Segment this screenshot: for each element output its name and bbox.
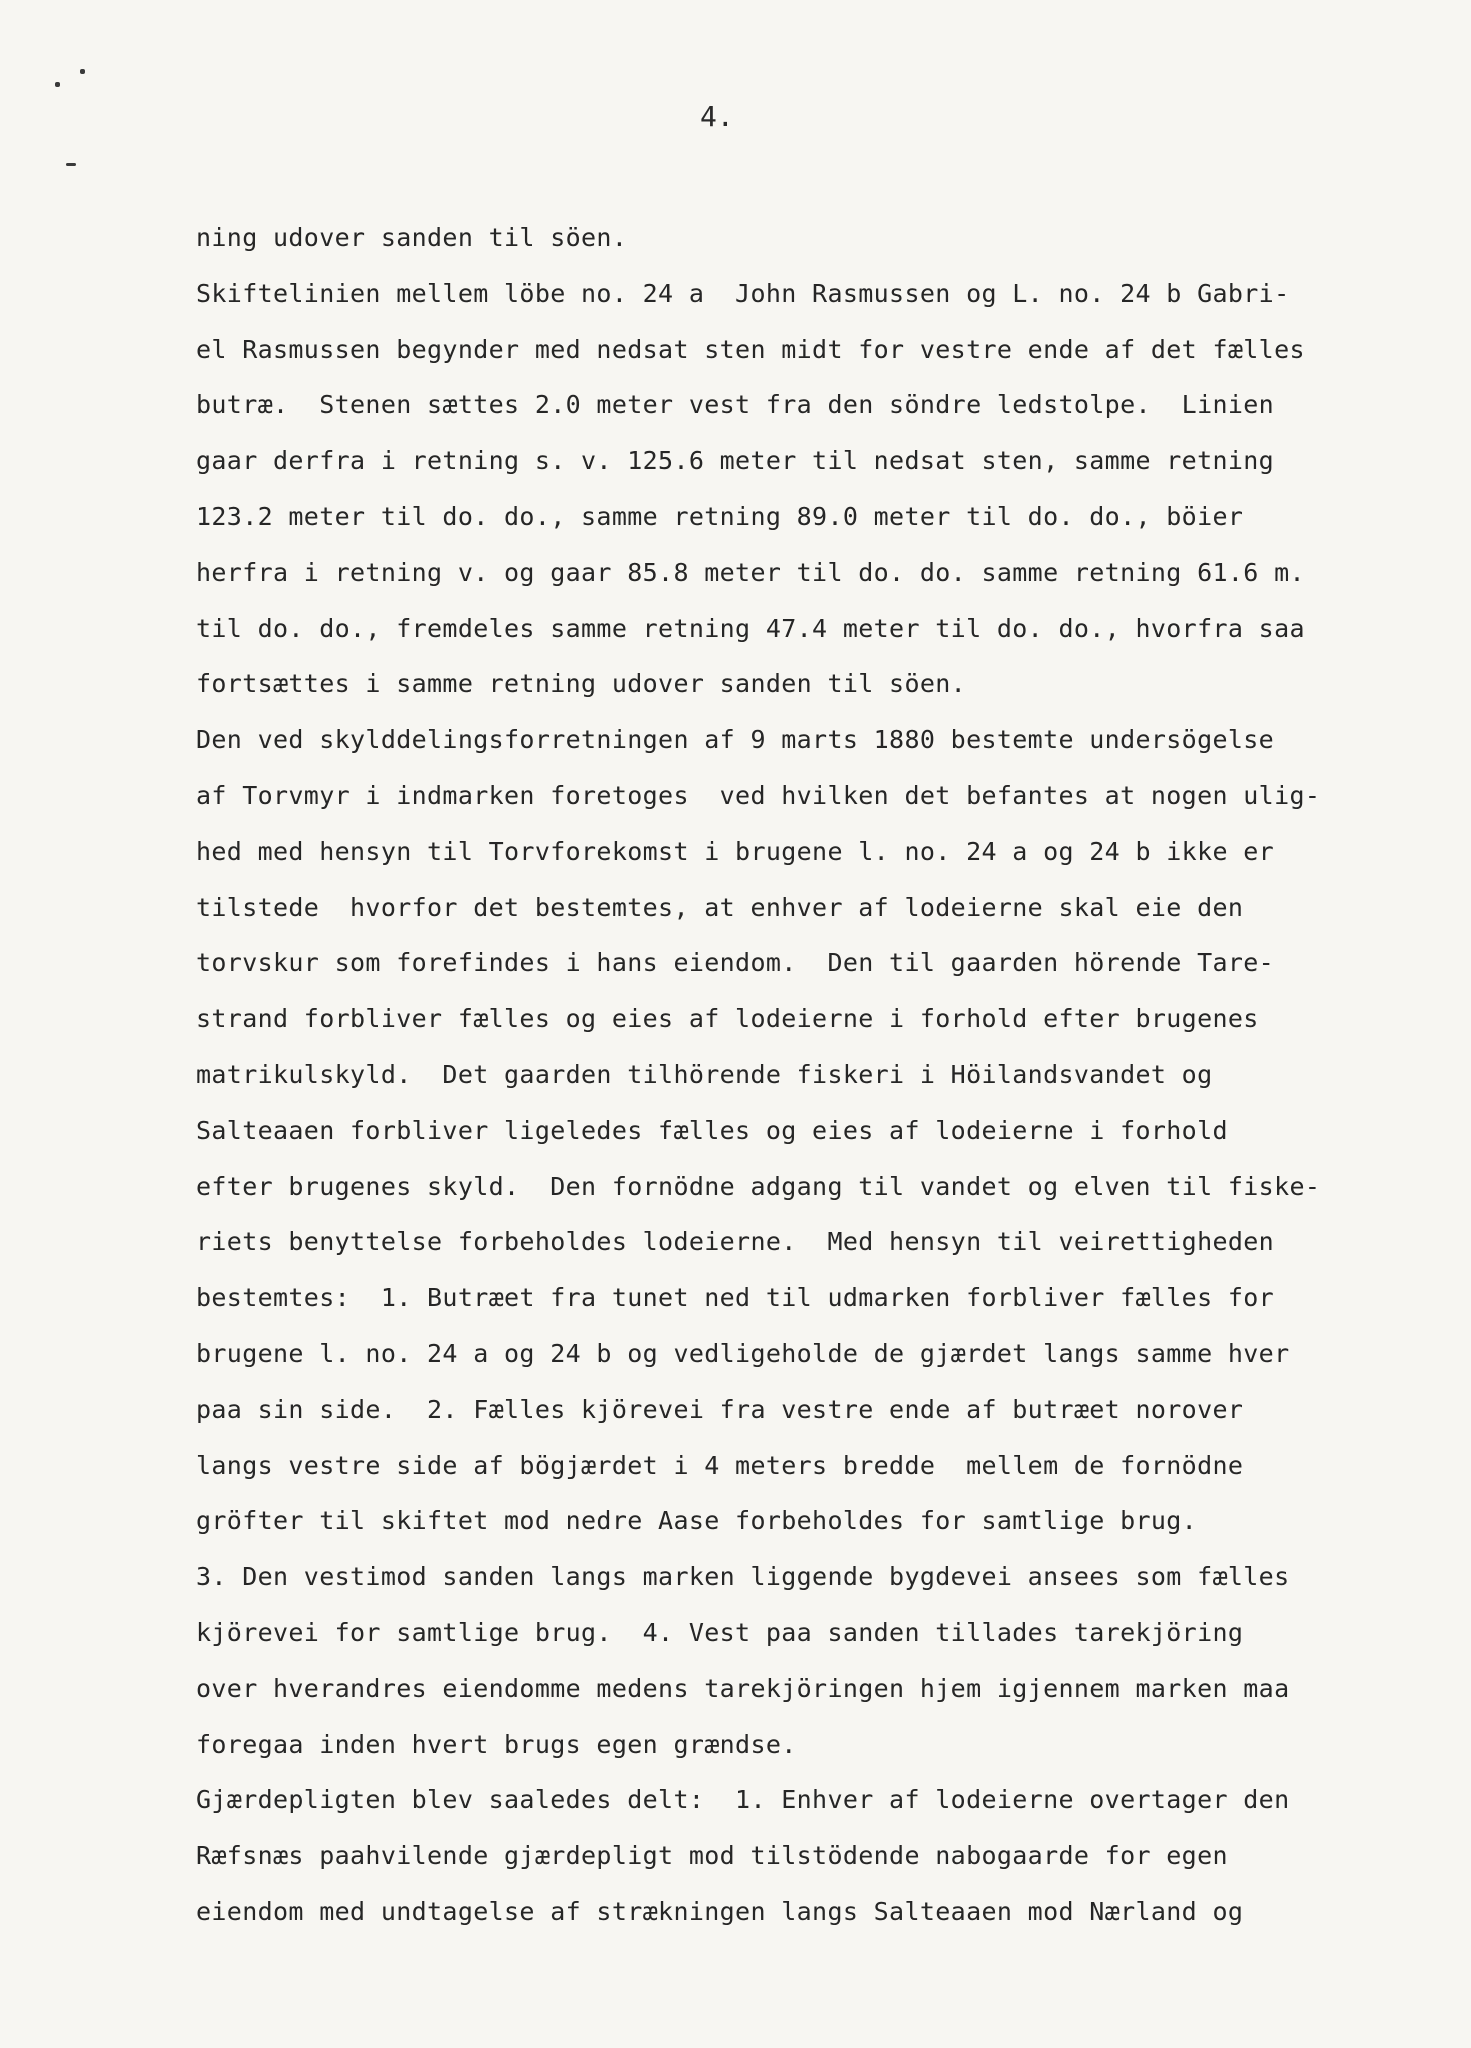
text-line: riets benyttelse forbeholdes lodeierne. Med hensyn til veirettigheden	[196, 1227, 1275, 1257]
text-line: Den ved skylddelingsforretningen af 9 marts 1880 bestemte undersögelse	[196, 725, 1275, 755]
margin-dash	[66, 163, 76, 166]
text-line: tilstede hvorfor det bestemtes, at enhver af lodeierne skal eie den	[196, 892, 1244, 922]
text-line: herfra i retning v. og gaar 85.8 meter til do. do. samme retning 61.6 m.	[196, 557, 1305, 587]
text-line: over hverandres eiendomme medens tarekjöringen hjem igjennem marken maa	[196, 1673, 1290, 1703]
text-line: gaar derfra i retning s. v. 125.6 meter til nedsat sten, samme retning	[196, 446, 1275, 476]
text-line: af Torvmyr i indmarken foretoges ved hvilken det befantes at nogen ulig-	[196, 780, 1321, 810]
page-number: 4.	[700, 100, 734, 133]
text-line: Salteaaen forbliver ligeledes fælles og eies af lodeierne i forhold	[196, 1115, 1228, 1145]
text-line: Ræfsnæs paahvilende gjærdepligt mod tilstödende nabogaarde for egen	[196, 1841, 1228, 1871]
text-line: til do. do., fremdeles samme retning 47.4 meter til do. do., hvorfra saa	[196, 613, 1305, 643]
text-line: efter brugenes skyld. Den fornödne adgang til vandet og elven til fiske-	[196, 1171, 1321, 1201]
text-line: eiendom med undtagelse af strækningen langs Salteaaen mod Nærland og	[196, 1896, 1244, 1926]
text-line: torvskur som forefindes i hans eiendom. Den til gaarden hörende Tare-	[196, 948, 1275, 978]
text-line: bestemtes: 1. Butræet fra tunet ned til udmarken forbliver fælles for	[196, 1283, 1275, 1313]
text-line: hed med hensyn til Torvforekomst i brugene l. no. 24 a og 24 b ikke er	[196, 836, 1275, 866]
text-line: matrikulskyld. Det gaarden tilhörende fiskeri i Höilandsvandet og	[196, 1059, 1213, 1089]
text-line: kjörevei for samtlige brug. 4. Vest paa sanden tillades tarekjöring	[196, 1617, 1244, 1647]
text-line: 3. Den vestimod sanden langs marken liggende bygdevei ansees som fælles	[196, 1562, 1290, 1592]
typewritten-text-body	[196, 210, 1446, 1940]
text-line: fortsættes i samme retning udover sanden til söen.	[196, 669, 967, 699]
text-line: Skiftelinien mellem löbe no. 24 a John Rasmussen og L. no. 24 b Gabri-	[196, 278, 1290, 308]
text-line: 123.2 meter til do. do., samme retning 89.0 meter til do. do., böier	[196, 501, 1244, 531]
text-line: Gjærdepligten blev saaledes delt: 1. Enhver af lodeierne overtager den	[196, 1785, 1290, 1815]
text-line: gröfter til skiftet mod nedre Aase forbeholdes for samtlige brug.	[196, 1506, 1198, 1536]
margin-dot	[80, 69, 85, 74]
text-line: brugene l. no. 24 a og 24 b og vedligeholde de gjærdet langs samme hver	[196, 1338, 1290, 1368]
text-line: strand forbliver fælles og eies af lodeierne i forhold efter brugenes	[196, 1004, 1259, 1034]
text-line: butræ. Stenen sættes 2.0 meter vest fra den söndre ledstolpe. Linien	[196, 390, 1275, 420]
margin-dot	[55, 82, 60, 87]
text-line: foregaa inden hvert brugs egen grændse.	[196, 1729, 797, 1759]
text-line: langs vestre side af bögjærdet i 4 meters bredde mellem de fornödne	[196, 1450, 1244, 1480]
text-line: paa sin side. 2. Fælles kjörevei fra vestre ende af butræet norover	[196, 1394, 1244, 1424]
text-line: ning udover sanden til söen.	[196, 223, 628, 252]
text-line: el Rasmussen begynder med nedsat sten midt for vestre ende af det fælles	[196, 334, 1305, 364]
